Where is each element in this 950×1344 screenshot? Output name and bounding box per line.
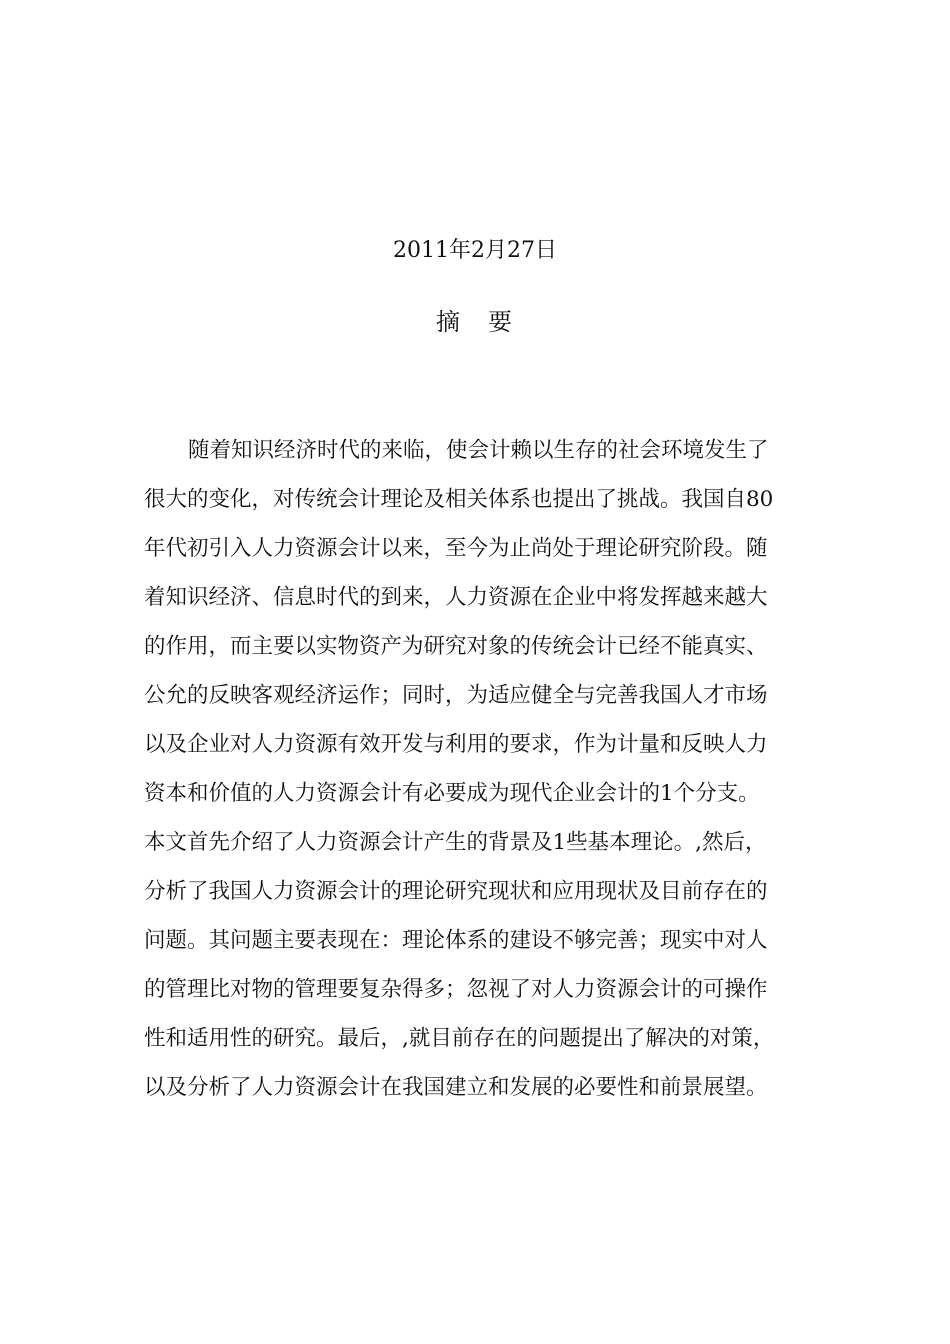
abstract-line: 年代初引入人力资源会计以来，至今为止尚处于理论研究阶段。随 <box>144 536 768 561</box>
abstract-heading: 摘 要 <box>436 308 514 336</box>
abstract-line: 问题。其问题主要表现在：理论体系的建设不够完善；现实中对人 <box>144 928 768 953</box>
abstract-line: 资本和价值的人力资源会计有必要成为现代企业会计的1个分支。 <box>144 781 760 806</box>
abstract-line: 的作用，而主要以实物资产为研究对象的传统会计已经不能真实、 <box>144 634 768 659</box>
abstract-line: 随着知识经济时代的来临，使会计赖以生存的社会环境发生了 <box>188 438 769 463</box>
document-date: 2011年2月27日 <box>393 238 557 263</box>
abstract-line: 公允的反映客观经济运作；同时，为适应健全与完善我国人才市场 <box>144 683 768 708</box>
abstract-line: 以及企业对人力资源有效开发与利用的要求，作为计量和反映人力 <box>144 732 768 757</box>
abstract-line: 的管理比对物的管理要复杂得多；忽视了对人力资源会计的可操作 <box>144 977 768 1002</box>
abstract-line: 本文首先介绍了人力资源会计产生的背景及1些基本理论。,然后， <box>144 830 767 855</box>
abstract-line: 很大的变化，对传统会计理论及相关体系也提出了挑战。我国自80 <box>144 487 774 512</box>
abstract-line: 以及分析了人力资源会计在我国建立和发展的必要性和前景展望。 <box>144 1075 768 1100</box>
abstract-line: 着知识经济、信息时代的到来，人力资源在企业中将发挥越来越大 <box>144 585 768 610</box>
abstract-body <box>144 426 806 1112</box>
abstract-line: 性和适用性的研究。最后，,就目前存在的问题提出了解决的对策， <box>144 1026 775 1051</box>
abstract-line: 分析了我国人力资源会计的理论研究现状和应用现状及目前存在的 <box>144 879 768 904</box>
